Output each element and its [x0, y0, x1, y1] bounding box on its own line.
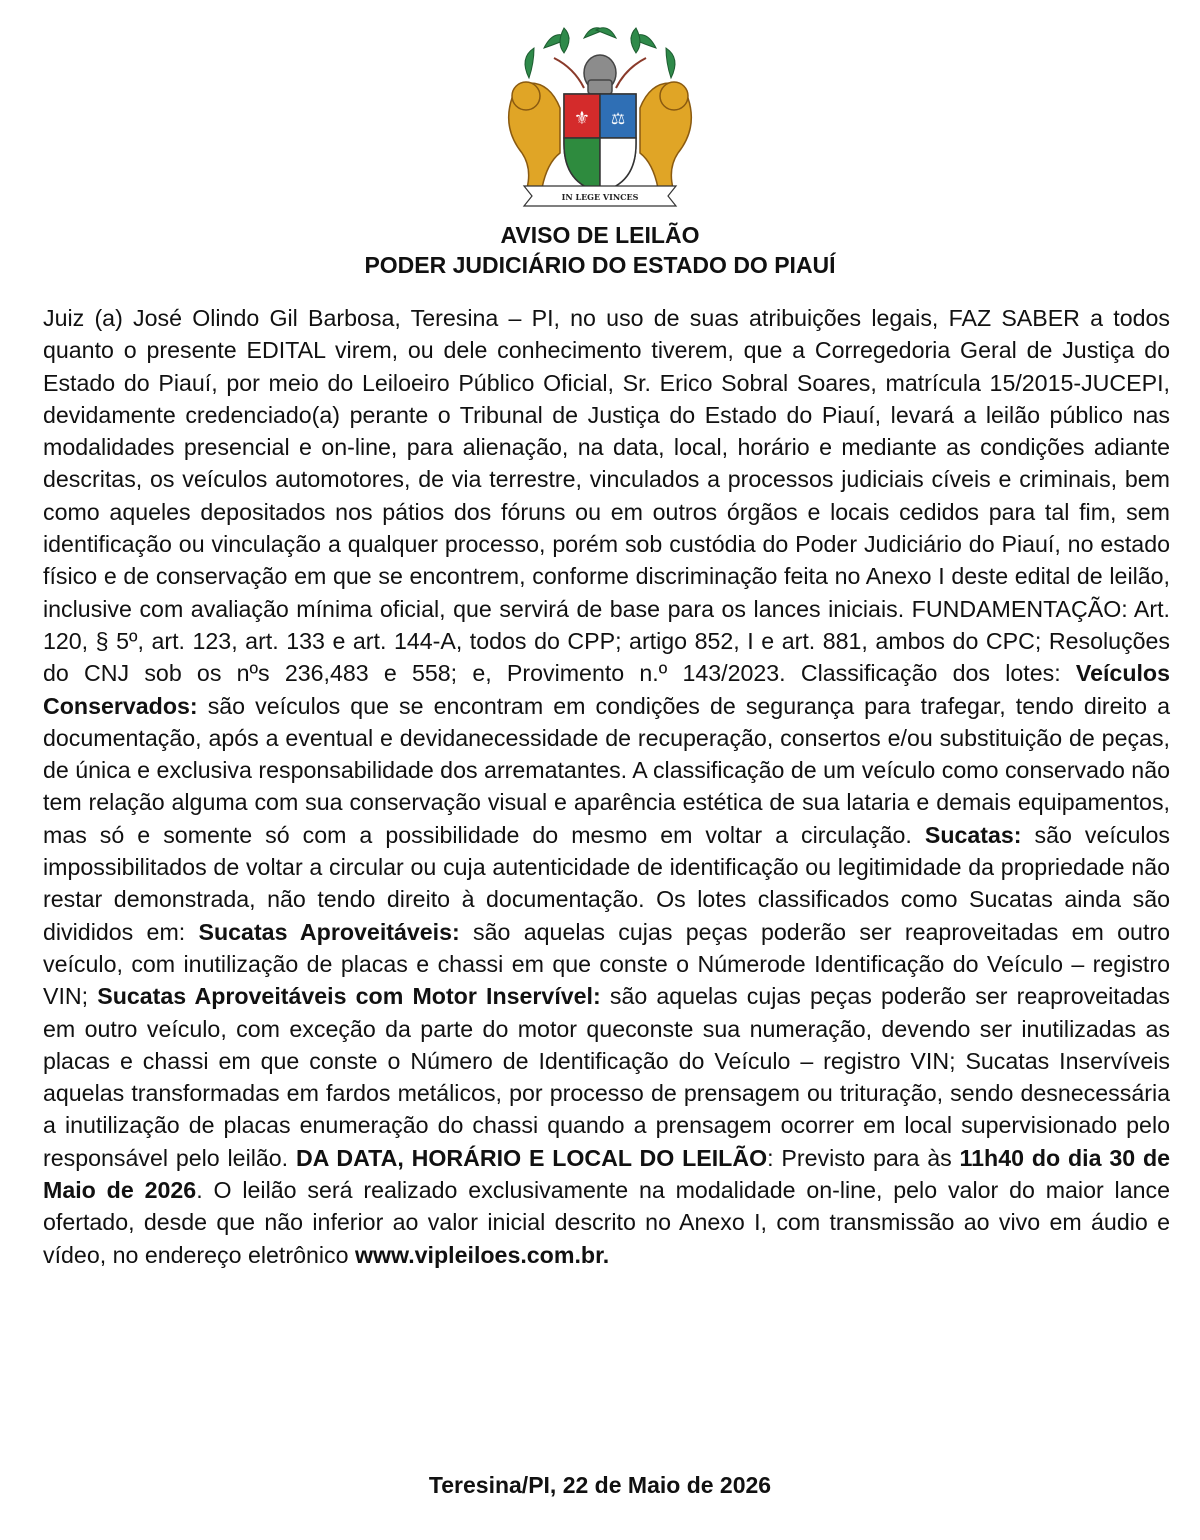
body-text-p1: Juiz (a) José Olindo Gil Barbosa, Teresina – PI, no uso de suas atribuições legais, FAZ SABER a todos quanto o presente EDITAL virem, ou dele conhecimento tiverem, que a Corregedoria Geral de Justiça do Estado do Piauí, por meio do Leiloeiro Público Oficial, Sr. Erico Sobral Soares, matrícula 15/2015-JUCEPI, devidamente credenciado(a) perante o Tribunal de Justiça do Estado do Piauí, levará a leilão público nas modalidades presencial e on-line, para alienação, na data, local, horário e mediante as condições adiante descritas, os veículos automotores, de via terrestre, vinculados a processos judiciais cíveis e criminais, bem como aqueles depositados nos pátios dos fóruns ou em outros órgãos e locais cedidos para tal fim, sem identificação ou vinculação a qualquer processo, porém sob custódia do Poder Judiciário do Piauí, no estado físico e de conservação em que se encontrem, conforme discriminação feita no Anexo I deste edital de leilão, inclusive com avaliação mínima oficial, que servirá de base para os lances iniciais. FUNDAMENTAÇÃO: Art. 120, § 5º, art. 123, art. 133 e art. 144-A, todos do CPP; artigo 852, I e art. 881, ambos do CPC; Resoluções do CNJ sob os nºs 236,483 e 558; e, Provimento n.º 143/2023. Classificação dos lotes: — [43, 305, 1170, 687]
bold-sucatas-motor-inservivel: Sucatas Aproveitáveis com Motor Inservível: — [97, 983, 601, 1010]
bold-data-horario-local: DA DATA, HORÁRIO E LOCAL DO LEILÃO — [295, 1144, 768, 1171]
crest-motto: IN LEGE VINCES — [561, 192, 639, 202]
coat-of-arms-emblem — [484, 18, 716, 216]
body-text-p3: são veículos impossibilitados de voltar a circular ou cuja autenticidade de identificação ou legitimidade da propriedade não restar demonstrada, não tendo direito à documentação. Os lotes classificados como Sucatas ainda são divididos em: — [43, 821, 1170, 945]
svg-text:⚜: ⚜ — [573, 108, 591, 129]
body-text-p4: são aquelas cujas peças poderão ser reaproveitadas em outro veículo, com inutilização de placas e chassi em que conste o Númerode Identificação do Veículo – registro VIN; — [43, 918, 1171, 1010]
left-lion — [509, 82, 560, 188]
bold-veiculos-conservados: Veículos Conservados: — [43, 660, 1170, 719]
body-text-p6: : Previsto para às — [767, 1144, 960, 1171]
bold-sucatas: Sucatas: — [924, 821, 1022, 848]
bold-auction-datetime: 11h40 do dia 30 de Maio de 2026 — [43, 1144, 1171, 1204]
title-poder-judiciario: PODER JUDICIÁRIO DO ESTADO DO PIAUÍ — [364, 252, 836, 278]
svg-text:⚖: ⚖ — [610, 109, 626, 128]
right-lion — [640, 82, 691, 188]
helmet — [584, 55, 616, 94]
body-text-p7: . O leilão será realizado exclusivamente na modalidade on-line, pelo valor do maior lance ofertado, desde que não inferior ao valor inicial descrito no Anexo I, com transmissão ao vivo em áudio e vídeo, no endereço eletrônico — [43, 1177, 1170, 1268]
bold-sucatas-aproveitaveis: Sucatas Aproveitáveis: — [198, 918, 460, 945]
title-aviso-de-leilao: AVISO DE LEILÃO — [500, 222, 700, 248]
place-and-date: Teresina/PI, 22 de Maio de 2026 — [428, 1472, 772, 1498]
website-link[interactable]: www.vipleiloes.com.br. — [354, 1241, 610, 1268]
notice-body — [43, 302, 1170, 1271]
body-text-p5: são aquelas cujas peças poderão ser reaproveitadas em outro veículo, com exceção da parte do motor queconste sua numeração, devendo ser inutilizadas as placas e chassi em que conste o Número de Identificação do Veículo – registro VIN; Sucatas Inservíveis aquelas transformadas em fardos metálicos, por processo de prensagem ou trituração, sendo desnecessária a inutilização de placas enumeração do chassi quando a prensagem ocorrer em local supervisionado pelo responsável pelo leilão. — [43, 983, 1170, 1171]
document-title — [0, 220, 1200, 280]
body-text-p2: são veículos que se encontram em condições de segurança para trafegar, tendo direito a documentação, após a eventual e devidanecessidade de recuperação, consertos e/ou substituição de peças, de única e exclusiva responsabilidade dos arrematantes. A classificação de um veículo como conservado não tem relação alguma com sua conservação visual e aparência estética de sua lataria e demais equipamentos, mas só e somente só com a possibilidade do mesmo em voltar a circulação. — [43, 692, 1170, 848]
